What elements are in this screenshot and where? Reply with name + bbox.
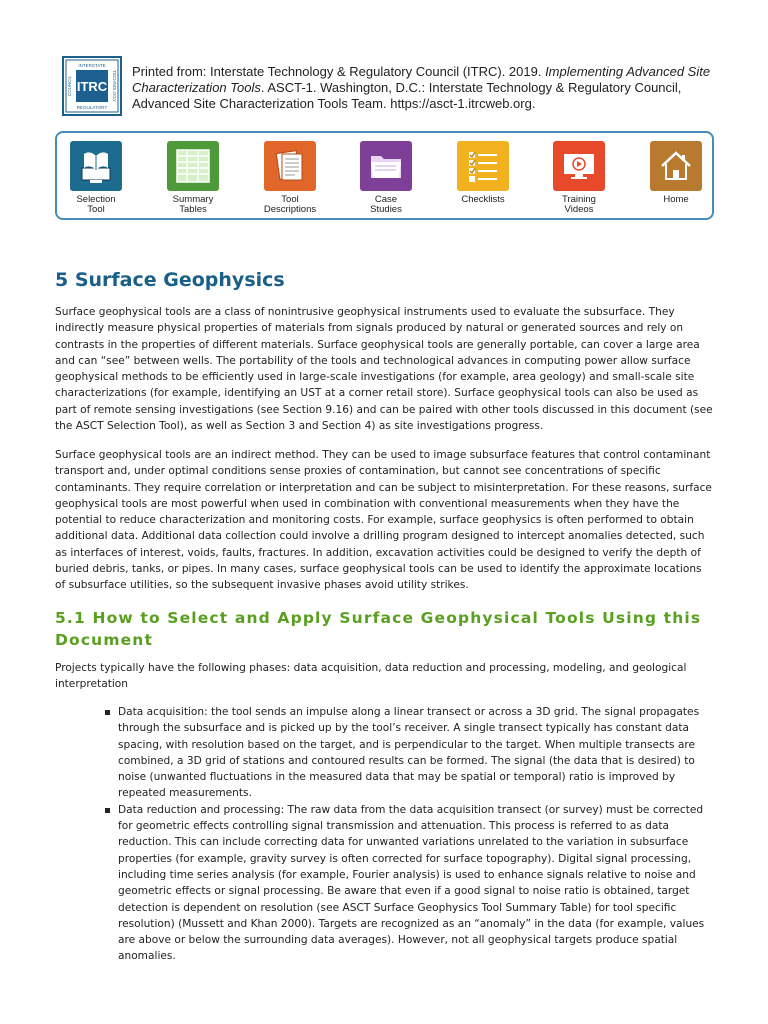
nav-item-selection-tool[interactable] xyxy=(56,141,136,215)
list-item: Data reduction and processing: The raw data from the data acquisition transect (or survey) must be corrected for geometric effects controlling signal transmission and attenuation. This process is referred to as data reduction. This can include correcting data for unwanted variations unrelated to the variation in subsurface properties (for example, gravity survey is often corrected for surface topography). Digital signal processing, including time series analysis (for example, Fourier analysis) is used to enhance signals relative to noise and geometric effects or signal processing. Be aware that even if a good signal to noise ratio is obtained, target detection is dependent on resolution (see ASCT Surface Geophysics Tool Summary Table) for tool specific resolution) (Mussett and Khan 2000). Targets are recognized as an “anomaly” in the data (for example, values are above or below the surrounding data averages). However, not all geophysical targets produce spatial anomalies. xyxy=(104,802,716,965)
video-icon xyxy=(553,141,605,191)
house-icon xyxy=(650,141,702,191)
svg-text:TECHNOLOGY: TECHNOLOGY xyxy=(112,70,117,102)
section-paragraph-1: Surface geophysical tools are a class of nonintrusive geophysical instruments used to evaluate the subsurface. They indirectly measure physical properties of materials from signals produced by natural or generated sources and rely on contrasts in the properties of different materials. Surface geophysical tools are generally portable, can cover a large area and can “see” between wells. The portability of the tools and technological advances in computing power allow surface geophysical methods to be efficiently used in large-scale investigations (for example, area geology) and small-scale site characterizations (for example, identifying an UST at a corner retail store). Surface geophysical tools can also be used as part of remote sensing investigations (see Section 9.16) and can be paired with other tools discussed in this document (see the ASCT Selection Tool), as well as Section 3 and Section 4) as site investigations progress. xyxy=(55,306,713,433)
svg-text:COUNCIL: COUNCIL xyxy=(67,75,72,97)
nav-label: Checklists xyxy=(461,194,505,205)
svg-text:ITRC: ITRC xyxy=(76,79,108,94)
nav-label: Summary Tables xyxy=(172,194,214,215)
subsection-intro: Projects typically have the following phases: data acquisition, data reduction and processing, modeling, and geological interpretation xyxy=(55,662,687,691)
nav-item-checklists[interactable] xyxy=(443,141,523,205)
book-computer-icon xyxy=(70,141,122,191)
nav-label: Home xyxy=(663,194,689,205)
nav-item-case-studies[interactable] xyxy=(346,141,426,215)
phase-list xyxy=(104,704,716,965)
nav-label: Selection Tool xyxy=(76,194,116,215)
checklist-icon xyxy=(457,141,509,191)
nav-item-home[interactable] xyxy=(636,141,716,205)
citation-suffix: . ASCT-1. Washington, D.C.: Interstate Technology & Regulatory Council, Advanced Site Characterization Tools Team. https://asct-1.itrcweb.org. xyxy=(132,80,682,111)
svg-text:REGULATORY: REGULATORY xyxy=(76,105,108,110)
documents-icon xyxy=(264,141,316,191)
citation-text xyxy=(132,64,732,112)
subsection-title: 5.1 How to Select and Apply Surface Geophysical Tools Using this Document xyxy=(55,609,702,649)
nav-bar xyxy=(55,131,714,220)
folder-icon xyxy=(360,141,412,191)
nav-item-tool-descriptions[interactable] xyxy=(250,141,330,215)
nav-item-summary-tables[interactable] xyxy=(153,141,233,215)
citation-prefix: Printed from: Interstate Technology & Regulatory Council (ITRC). 2019. xyxy=(132,64,546,79)
section-paragraph-2: Surface geophysical tools are an indirect method. They can be used to image subsurface features that control contaminant transport and, under optimal conditions sense proxies of contamination, but cannot see concentrations of specific contaminants. They require correlation or interpretation and can be subject to misinterpretation. For these reasons, surface geophysical tools are most powerful when used in combination with conventional measurements when they have the potential to reduce characterization and monitoring costs. For example, surface geophysics is often performed to obtain additional data. Additional data collection could involve a drilling program designed to intercept anomalies detected, such as interfaces of interest, voids, faults, fractures. In addition, excavation activities could be designed to verify the depth of buried debris, tanks, or pipes. In many cases, surface geophysical tools can be used to identify the approximate locations of subsurface utilities, so the subsequent invasive phases avoid utility strikes. xyxy=(55,449,712,592)
citation-header xyxy=(62,56,722,116)
itrc-logo xyxy=(62,56,122,116)
nav-item-training-videos[interactable] xyxy=(539,141,619,215)
nav-label: Training Videos xyxy=(562,194,596,215)
nav-label: Case Studies xyxy=(370,194,402,215)
citation-title: Implementing Advanced Site Characterization Tools xyxy=(132,64,711,95)
section-title: 5 Surface Geophysics xyxy=(55,269,285,291)
spreadsheet-icon xyxy=(167,141,219,191)
svg-text:INTERSTATE: INTERSTATE xyxy=(78,63,106,68)
list-item: Data acquisition: the tool sends an impulse along a linear transect or across a 3D grid. The signal propagates through the subsurface and is picked up by the tool’s receiver. A single transect typically has constant data spacing, with resolution based on the target, and is perpendicular to the target. When multiple transects are combined, a 3D grid of stations and contoured results can be formed. The signal (the data that is desired) to noise (unwanted fluctuations in the measured data that may be spatial or temporal) ratio is improved by repeated measurements. xyxy=(104,704,716,802)
nav-label: Tool Descriptions xyxy=(263,194,317,215)
